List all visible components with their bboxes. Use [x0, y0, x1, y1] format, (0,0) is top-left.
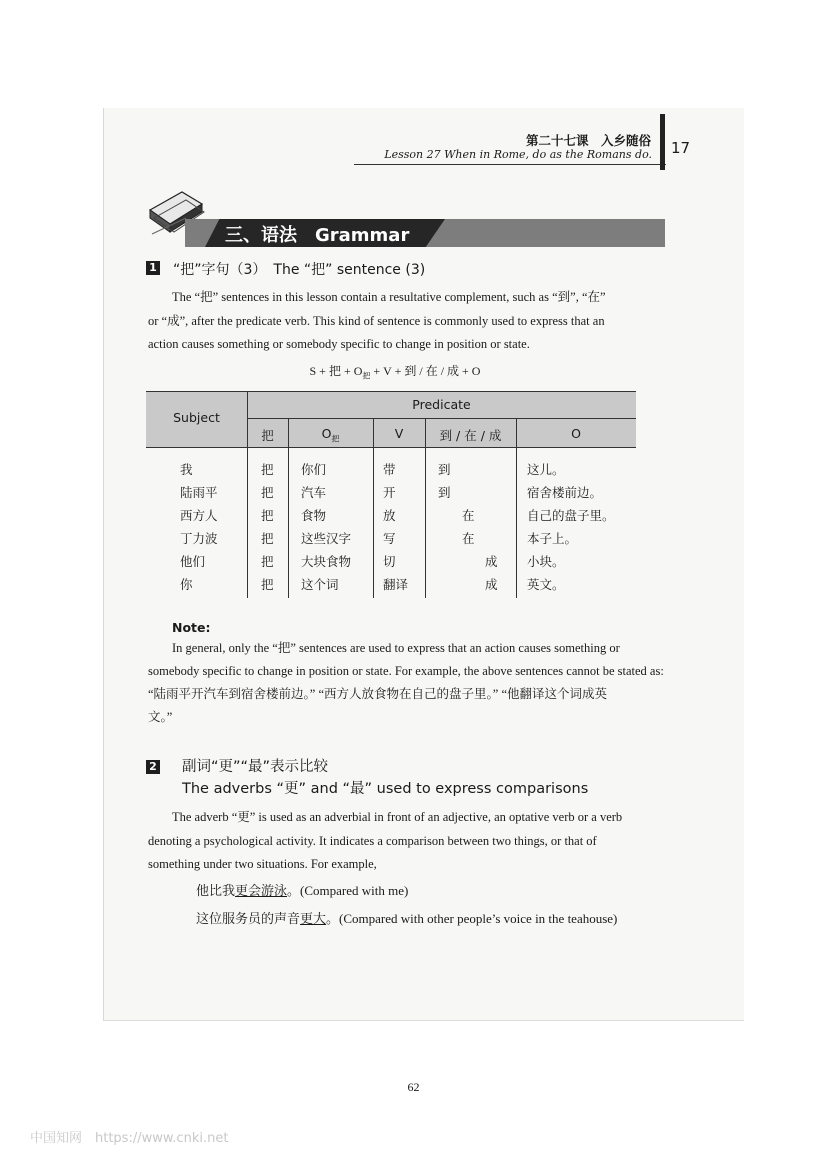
- section-1-title: “把”字句（3） The “把” sentence (3): [173, 262, 426, 278]
- structure-formula: [250, 362, 540, 381]
- example-sentence-1: [196, 880, 408, 899]
- table-cell-subject: 他们: [180, 554, 206, 569]
- table-predicate-header: Predicate: [412, 397, 471, 412]
- example-1-underlined: 更会游泳: [235, 884, 288, 899]
- example-2-underlined: 更大: [300, 912, 327, 927]
- table-cell-ba: 把: [261, 485, 274, 500]
- table-cell-complement: 成: [485, 554, 498, 569]
- table-cell-object: 这些汉字: [301, 531, 352, 546]
- header-rule: [354, 164, 666, 165]
- table-cell-complement: 到: [438, 462, 451, 477]
- table-col-line-5: [516, 418, 517, 598]
- table-col-line-3: [373, 418, 374, 598]
- note-line-1: In general, only the “把” sentences are used to express that an action causes something or: [172, 641, 620, 655]
- table-complement-header: 到 / 在 / 成: [439, 428, 502, 443]
- section-2-number: 2: [146, 760, 160, 774]
- grammar-banner-title: 三、语法 Grammar: [225, 225, 410, 246]
- table-cell-ba: 把: [261, 577, 274, 592]
- table-cell-verb: 放: [383, 508, 396, 523]
- table-cell-verb: 切: [383, 554, 396, 569]
- table-cell-ba: 把: [261, 531, 274, 546]
- section-1-number: 1: [146, 261, 160, 275]
- table-cell-location: 本子上。: [527, 531, 578, 546]
- table-cell-verb: 写: [383, 531, 396, 546]
- section-2-title-chinese: 副词“更”“最”表示比较: [182, 759, 329, 775]
- example-2-gloss: (Compared with other people’s voice in the teahouse): [339, 911, 618, 926]
- example-1-post: 。: [287, 884, 301, 899]
- table-cell-subject: 丁力波: [180, 531, 218, 546]
- table-header-rule: [146, 447, 636, 448]
- note-line-4: 文。”: [148, 710, 173, 724]
- table-v-header: V: [394, 426, 404, 441]
- header-lesson-english: Lesson 27 When in Rome, do as the Romans do.: [384, 148, 652, 161]
- example-2-pre: 这位服务员的声音: [196, 912, 301, 927]
- table-cell-ba: 把: [261, 554, 274, 569]
- table-o-header: [288, 426, 373, 445]
- table-cell-subject: 你: [180, 577, 193, 592]
- table-cell-verb: 翻译: [383, 577, 409, 592]
- section-1-paragraph: [148, 286, 606, 357]
- formula-subscript: 把: [362, 371, 371, 381]
- table-cell-object: 汽车: [301, 485, 327, 500]
- header-lesson-chinese: 第二十七课 入乡随俗: [525, 133, 651, 148]
- table-predicate-rule: [247, 418, 636, 419]
- formula-part-b: + V + 到 / 在 / 成 + O: [370, 364, 481, 378]
- note-label: Note:: [172, 620, 211, 635]
- table-col-line-1: [247, 391, 248, 598]
- table-cell-location: 英文。: [527, 577, 565, 592]
- table-cell-location: 自己的盘子里。: [527, 508, 615, 523]
- table-cell-ba: 把: [261, 508, 274, 523]
- table-cell-subject: 陆雨平: [180, 485, 218, 500]
- table-cell-subject: 我: [180, 462, 193, 477]
- header-bar: [660, 114, 665, 170]
- section-1-line-1: The “把” sentences in this lesson contain a resultative complement, such as “到”, “在”: [172, 290, 606, 304]
- table-cell-location: 这儿。: [527, 462, 565, 477]
- table-cell-object: 这个词: [301, 577, 339, 592]
- table-cell-ba: 把: [261, 462, 274, 477]
- section-1-line-2: or “成”, after the predicate verb. This kind of sentence is commonly used to express that an: [148, 313, 605, 328]
- example-1-gloss: (Compared with me): [300, 883, 409, 898]
- table-cell-verb: 开: [383, 485, 396, 500]
- table-subject-header: Subject: [173, 410, 220, 425]
- o-header-sub: 把: [331, 434, 340, 444]
- header-page-number: 17: [671, 139, 691, 157]
- formula-part-a: S + 把 + O: [309, 364, 363, 378]
- table-cell-location: 小块。: [527, 554, 565, 569]
- section-2-line-1: The adverb “更” is used as an adverbial in front of an adjective, an optative verb or a verb: [172, 810, 623, 824]
- section-2-line-2: denoting a psychological activity. It indicates a comparison between two things, or that of: [148, 833, 597, 848]
- table-cell-complement: 到: [438, 485, 451, 500]
- table-cell-location: 宿舍楼前边。: [527, 485, 603, 500]
- example-1-pre: 他比我: [196, 884, 236, 899]
- watermark: 中国知网 https://www.cnki.net: [30, 1131, 229, 1146]
- note-line-2: somebody specific to change in position or state. For example, the above sentences cannot be stated as:: [148, 664, 664, 678]
- section-2-paragraph: [148, 806, 622, 877]
- section-2-title-english: The adverbs “更” and “最” used to express comparisons: [182, 781, 589, 797]
- section-1-line-3: action causes something or somebody specific to change in position or state.: [148, 337, 530, 351]
- table-cell-complement: 在: [462, 531, 475, 546]
- example-2-post: 。: [326, 912, 340, 927]
- table-cell-object: 你们: [301, 462, 327, 477]
- table-cell-verb: 带: [383, 462, 396, 477]
- table-cell-object: 食物: [301, 508, 327, 523]
- table-col-line-2: [288, 418, 289, 598]
- table-cell-object: 大块食物: [301, 554, 352, 569]
- section-2-line-3: something under two situations. For example,: [148, 857, 377, 871]
- table-cell-subject: 西方人: [180, 508, 218, 523]
- note-paragraph: [148, 637, 664, 729]
- example-sentence-2: [196, 908, 617, 927]
- note-line-3: “陆雨平开汽车到宿舍楼前边。” “西方人放食物在自己的盘子里。” “他翻译这个词成英: [148, 687, 607, 701]
- table-ba-header: 把: [261, 428, 274, 443]
- table-o2-header: O: [571, 426, 581, 441]
- footer-page-number: 62: [407, 1080, 420, 1094]
- o-header-text: O: [321, 426, 332, 441]
- table-cell-complement: 在: [462, 508, 475, 523]
- table-col-line-4: [425, 418, 426, 598]
- table-top-rule: [146, 391, 636, 392]
- table-cell-complement: 成: [485, 577, 498, 592]
